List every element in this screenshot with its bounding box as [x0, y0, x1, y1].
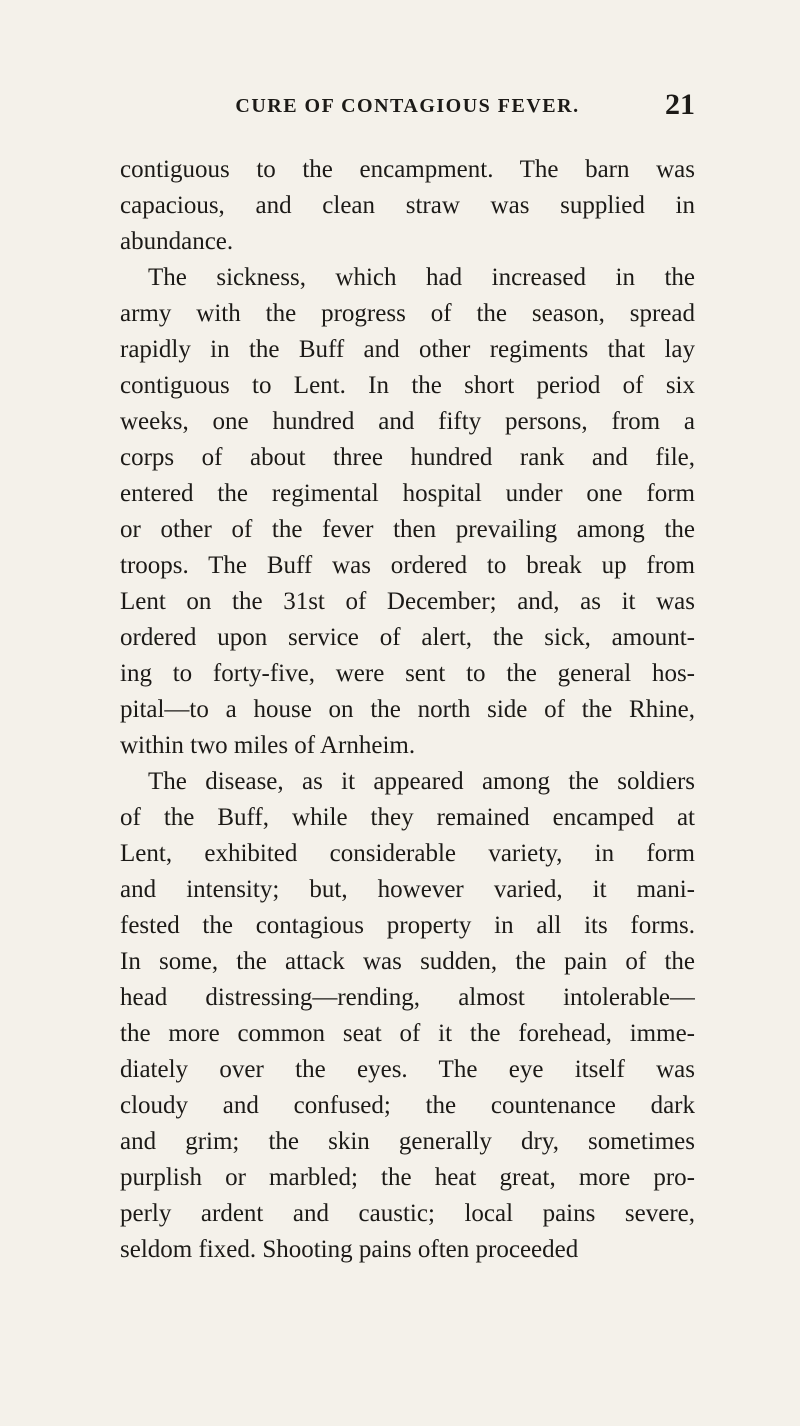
text-line: contiguous to the encampment. The barn was — [120, 156, 695, 183]
page-number: 21 — [665, 88, 695, 121]
text-line: head distressing—rending, almost intolerable— — [120, 984, 695, 1011]
text-line: ing to forty-five, were sent to the general hos- — [120, 660, 695, 687]
text-line: corps of about three hundred rank and file, — [120, 444, 695, 471]
text-line: The sickness, which had increased in the — [148, 264, 695, 291]
text-line: the more common seat of it the forehead, imme- — [120, 1020, 695, 1047]
text-line: and intensity; but, however varied, it mani- — [120, 876, 695, 903]
text-line: capacious, and clean straw was supplied in — [120, 192, 695, 219]
text-line: abundance. — [120, 228, 234, 255]
text-line: The disease, as it appeared among the soldiers — [148, 768, 695, 795]
paragraph — [120, 152, 695, 260]
running-head — [120, 88, 695, 128]
body-text — [120, 152, 695, 1268]
text-line: Lent, exhibited considerable variety, in form — [120, 840, 695, 867]
text-line: perly ardent and caustic; local pains severe, — [120, 1200, 695, 1227]
text-line: troops. The Buff was ordered to break up from — [120, 552, 695, 579]
text-line: Lent on the 31st of December; and, as it was — [120, 588, 695, 615]
text-line: In some, the attack was sudden, the pain of the — [120, 948, 695, 975]
paragraph — [120, 764, 695, 1268]
text-line: army with the progress of the season, spread — [120, 300, 695, 327]
text-line: rapidly in the Buff and other regiments that lay — [120, 336, 695, 363]
text-line: cloudy and confused; the countenance dark — [120, 1092, 695, 1119]
text-line: purplish or marbled; the heat great, more pro- — [120, 1164, 695, 1191]
text-line: contiguous to Lent. In the short period of six — [120, 372, 695, 399]
text-line: seldom fixed. Shooting pains often proceeded — [120, 1236, 579, 1263]
text-line: and grim; the skin generally dry, sometimes — [120, 1128, 695, 1155]
text-line: fested the contagious property in all its forms. — [120, 912, 695, 939]
text-line: weeks, one hundred and fifty persons, from a — [120, 408, 695, 435]
text-line: entered the regimental hospital under one form — [120, 480, 695, 507]
text-line: or other of the fever then prevailing among the — [120, 516, 695, 543]
paragraph — [120, 260, 695, 764]
text-line: pital—to a house on the north side of the Rhine, — [120, 696, 695, 723]
text-line: within two miles of Arnheim. — [120, 732, 416, 759]
text-line: of the Buff, while they remained encamped at — [120, 804, 695, 831]
running-head-title: CURE OF CONTAGIOUS FEVER. — [235, 95, 580, 117]
text-line: ordered upon service of alert, the sick, amount- — [120, 624, 695, 651]
text-line: diately over the eyes. The eye itself was — [120, 1056, 695, 1083]
